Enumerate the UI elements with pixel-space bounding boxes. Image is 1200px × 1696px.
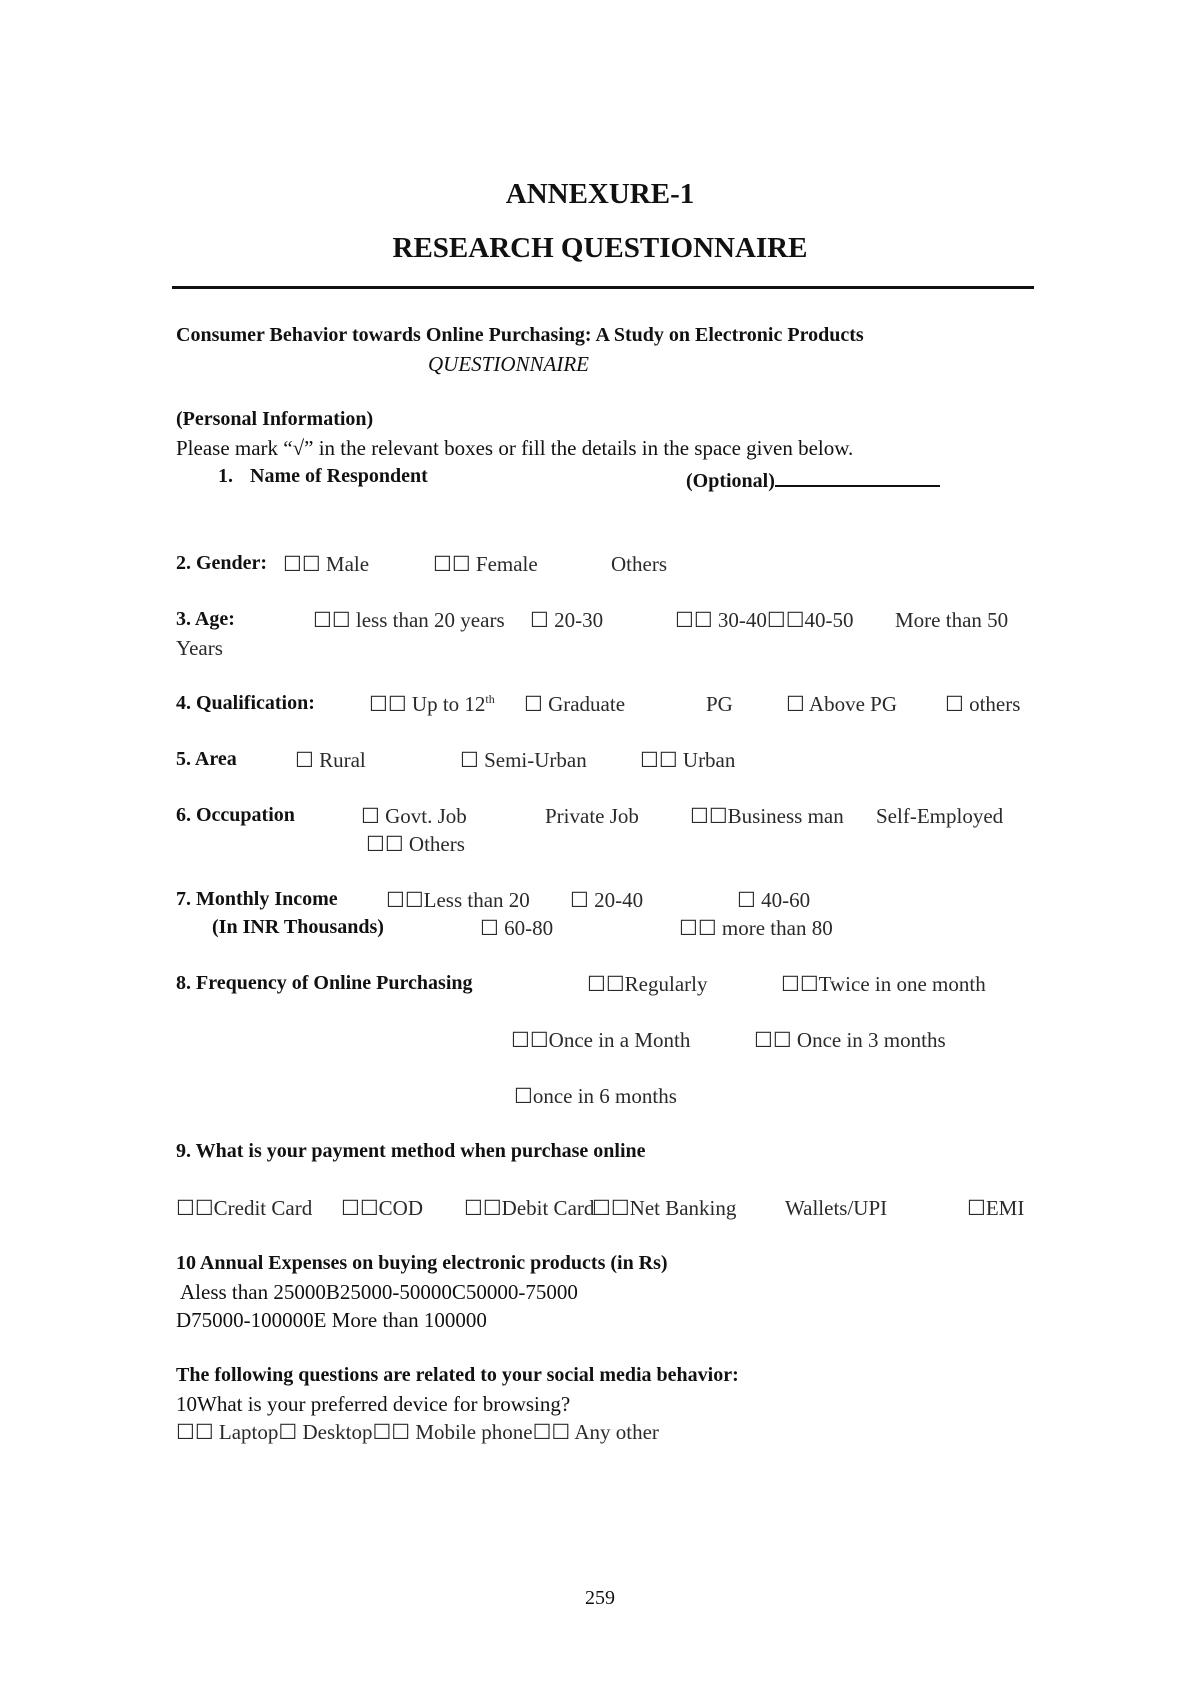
study-title: Consumer Behavior towards Online Purchasing: A Study on Electronic Products — [176, 324, 864, 346]
frequency-option-once-in-3-months[interactable]: ☐☐ Once in 3 months — [754, 1028, 946, 1052]
personal-info-heading: (Personal Information) — [176, 408, 374, 430]
gender-option-others[interactable]: Others — [611, 552, 667, 576]
q1-optional — [686, 465, 940, 493]
age-option-years-wrap: Years — [176, 636, 223, 660]
age-option-under-20[interactable]: ☐☐ less than 20 years — [313, 608, 505, 632]
q1-label: Name of Respondent — [250, 465, 428, 487]
q4-label: 4. Qualification: — [176, 692, 315, 714]
gender-option-female[interactable]: ☐☐ Female — [433, 552, 538, 576]
qualification-option-others[interactable]: ☐ others — [945, 692, 1021, 716]
qualification-option-above-pg[interactable]: ☐ Above PG — [786, 692, 897, 716]
income-option-40-60[interactable]: ☐ 40-60 — [737, 888, 811, 912]
area-option-rural[interactable]: ☐ Rural — [295, 748, 366, 772]
device-options[interactable]: ☐☐ Laptop☐ Desktop☐☐ Mobile phone☐☐ Any other — [176, 1420, 659, 1444]
q9-label: 9. What is your payment method when purchase online — [176, 1140, 646, 1162]
occupation-option-self-employed[interactable]: Self-Employed — [876, 804, 1004, 828]
questionnaire-subtitle: QUESTIONNAIRE — [428, 352, 589, 376]
page-title: RESEARCH QUESTIONNAIRE — [392, 232, 808, 264]
qualification-superscript: th — [485, 692, 495, 706]
q8-label: 8. Frequency of Online Purchasing — [176, 972, 473, 994]
income-option-60-80[interactable]: ☐ 60-80 — [480, 916, 554, 940]
qualification-option-pg[interactable]: PG — [706, 692, 733, 716]
q10-label: 10 Annual Expenses on buying electronic products (in Rs) — [176, 1252, 668, 1274]
q1-number: 1. — [218, 465, 233, 487]
age-option-30-40-40-50[interactable]: ☐☐ 30-40☐☐40-50 — [675, 608, 854, 632]
name-input-line[interactable] — [775, 465, 940, 487]
income-option-more-than-80[interactable]: ☐☐ more than 80 — [679, 916, 833, 940]
income-option-20-40[interactable]: ☐ 20-40 — [570, 888, 644, 912]
instruction-text: Please mark “√” in the relevant boxes or fill the details in the space given below. — [176, 436, 854, 460]
occupation-option-govt-job[interactable]: ☐ Govt. Job — [361, 804, 467, 828]
q2-label: 2. Gender: — [176, 552, 268, 574]
occupation-option-business-man[interactable]: ☐☐Business man — [690, 804, 844, 828]
payment-option-debit-card[interactable]: ☐☐Debit Card — [464, 1196, 595, 1220]
area-option-semi-urban[interactable]: ☐ Semi-Urban — [460, 748, 587, 772]
payment-option-emi[interactable]: ☐EMI — [967, 1196, 1025, 1220]
qualification-option-graduate[interactable]: ☐ Graduate — [524, 692, 626, 716]
frequency-option-regularly[interactable]: ☐☐Regularly — [587, 972, 708, 996]
page-number: 259 — [585, 1587, 615, 1609]
payment-option-net-banking[interactable]: ☐☐Net Banking — [592, 1196, 737, 1220]
frequency-option-once-in-6-months[interactable]: ☐once in 6 months — [514, 1084, 677, 1108]
q1-optional-label: (Optional) — [686, 470, 775, 492]
qualification-option-up-to-12th[interactable] — [369, 692, 495, 717]
age-option-over-50[interactable]: More than 50 — [895, 608, 1009, 632]
expense-options-line-1[interactable]: Aless than 25000B25000-50000C50000-75000 — [180, 1280, 578, 1304]
age-option-20-30[interactable]: ☐ 20-30 — [530, 608, 604, 632]
q7-sublabel: (In INR Thousands) — [212, 916, 384, 938]
area-option-urban[interactable]: ☐☐ Urban — [640, 748, 736, 772]
frequency-option-twice-a-month[interactable]: ☐☐Twice in one month — [781, 972, 986, 996]
payment-option-wallets-upi[interactable]: Wallets/UPI — [785, 1196, 888, 1220]
device-question: 10What is your preferred device for browsing? — [176, 1392, 571, 1416]
payment-option-credit-card[interactable]: ☐☐Credit Card — [176, 1196, 313, 1220]
expense-options-line-2[interactable]: D75000-100000E More than 100000 — [176, 1308, 487, 1332]
annexure-heading: ANNEXURE-1 — [505, 178, 695, 210]
title-divider — [172, 286, 1034, 289]
q5-label: 5. Area — [176, 748, 237, 770]
q6-label: 6. Occupation — [176, 804, 295, 826]
occupation-option-private-job[interactable]: Private Job — [545, 804, 639, 828]
gender-option-male[interactable]: ☐☐ Male — [283, 552, 370, 576]
income-option-less-than-20[interactable]: ☐☐Less than 20 — [386, 888, 530, 912]
payment-option-cod[interactable]: ☐☐COD — [341, 1196, 423, 1220]
q3-label: 3. Age: — [176, 608, 235, 630]
qualification-up-to-12-text: ☐☐ Up to 12 — [369, 692, 486, 716]
frequency-option-once-a-month[interactable]: ☐☐Once in a Month — [511, 1028, 691, 1052]
social-media-heading: The following questions are related to your social media behavior: — [176, 1364, 739, 1386]
occupation-option-others[interactable]: ☐☐ Others — [366, 832, 465, 856]
q7-label: 7. Monthly Income — [176, 888, 338, 910]
